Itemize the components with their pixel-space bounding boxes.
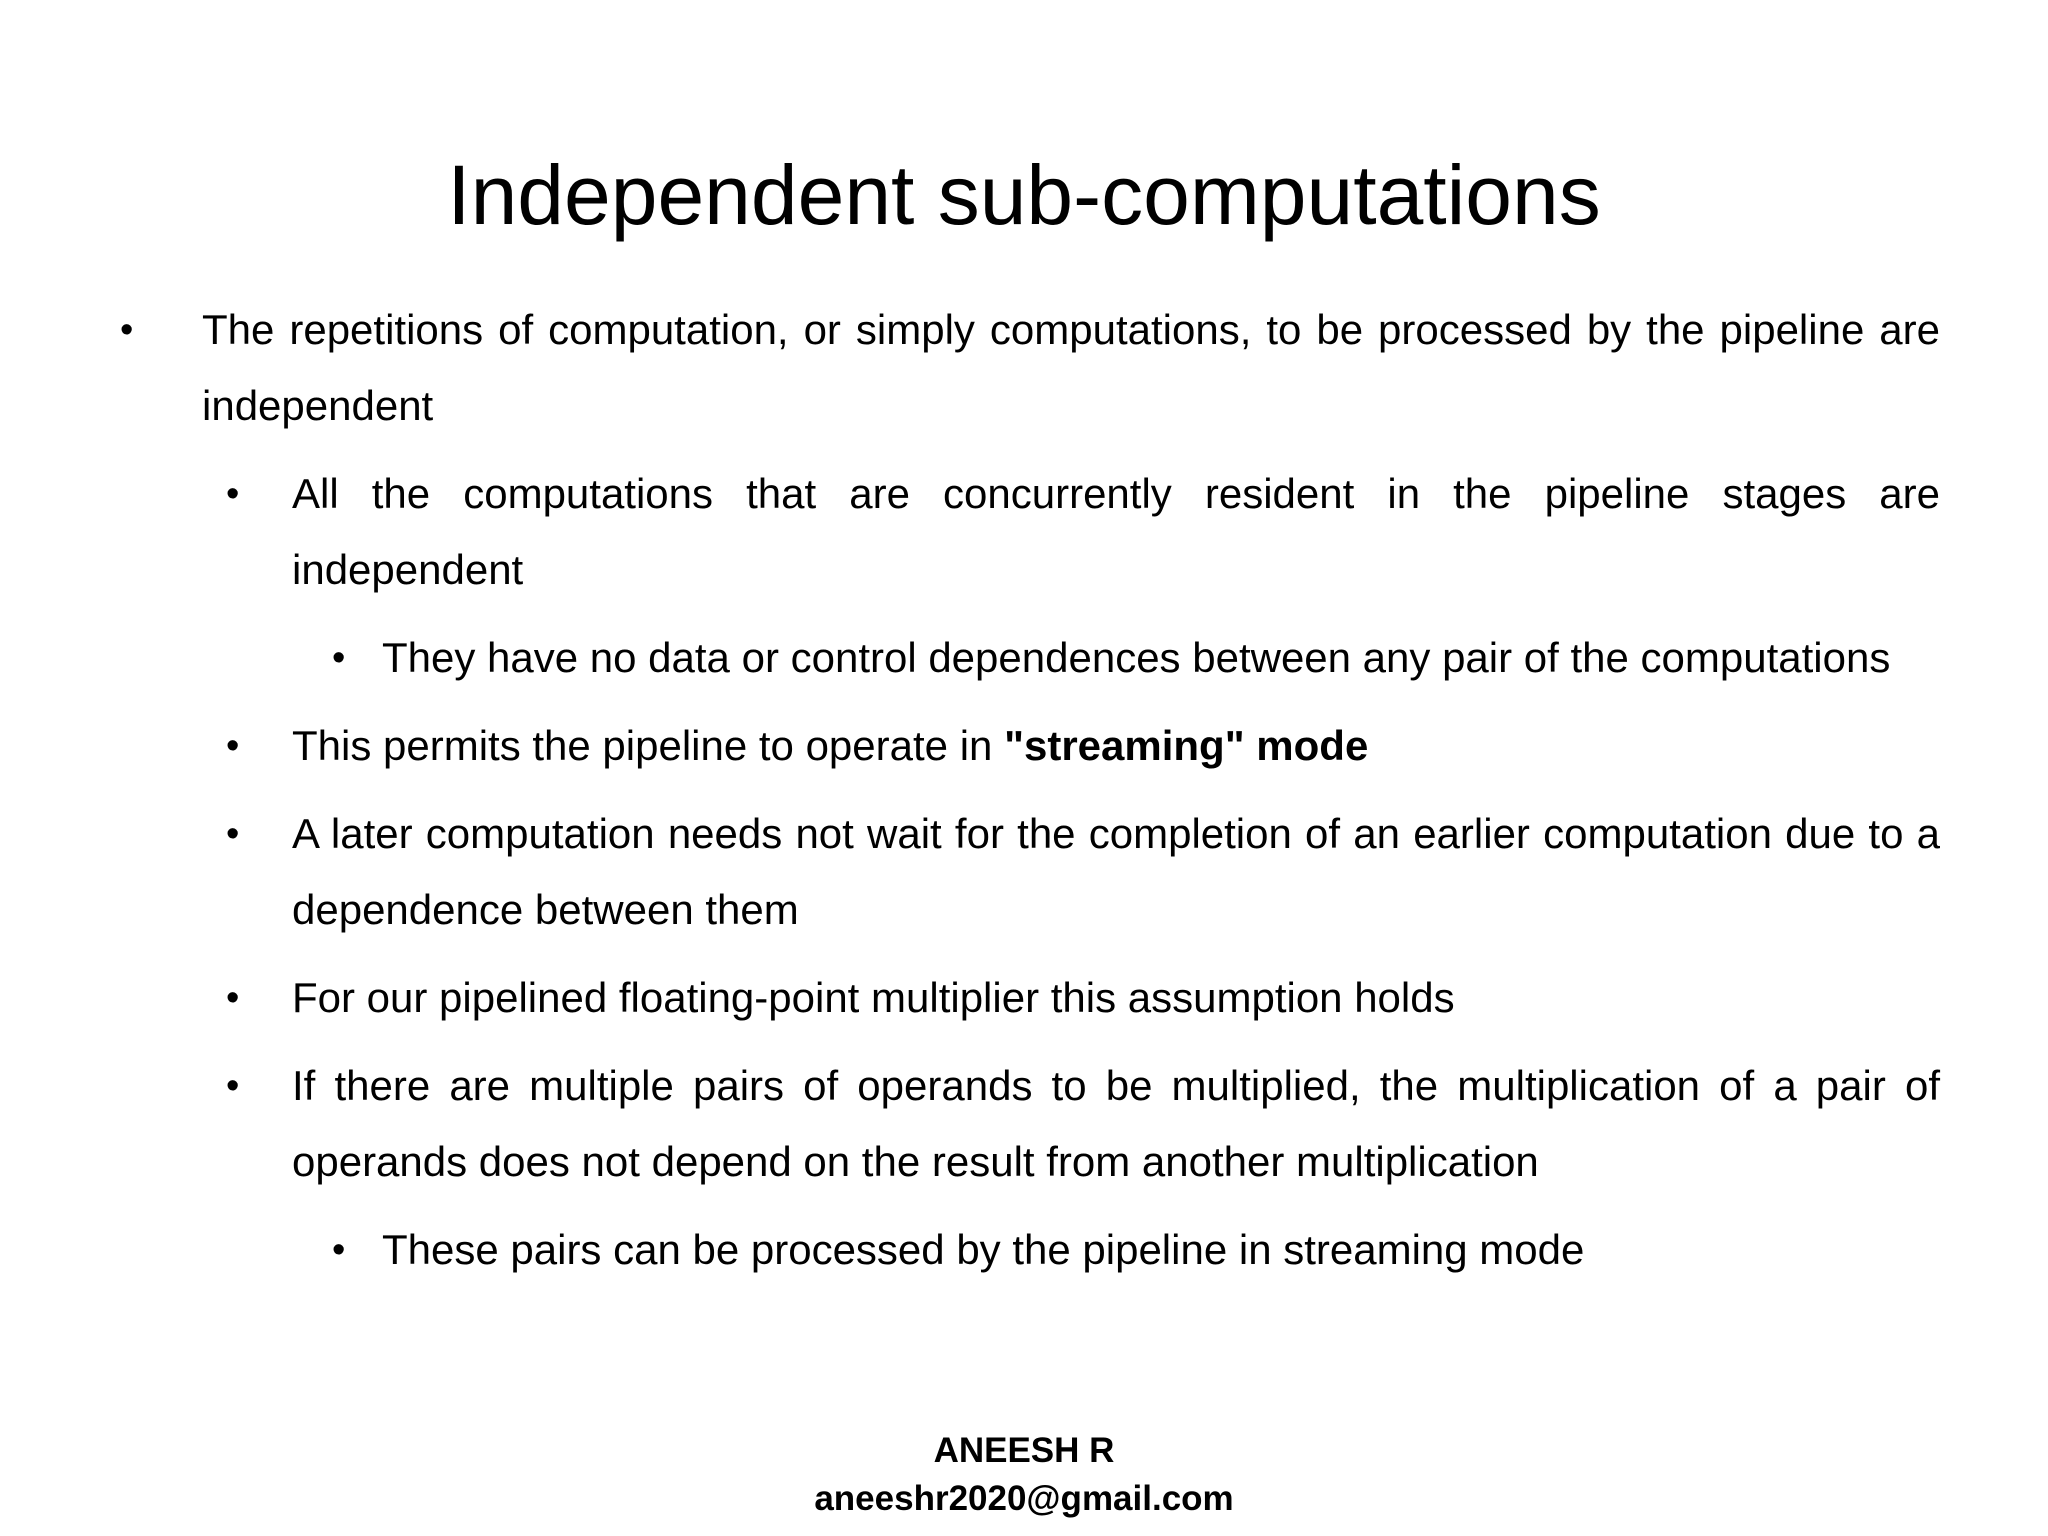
footer-author-name: ANEESH R xyxy=(933,1431,1115,1470)
bullet-item xyxy=(332,1212,1940,1288)
bullet-list xyxy=(0,292,2048,1300)
bullet-text: A later computation needs not wait for the completion of an earlier computation due to a dependence between them xyxy=(292,810,1940,933)
bullet-item xyxy=(226,796,1940,948)
bullet-item xyxy=(120,292,1940,444)
bullet-item xyxy=(226,960,1940,1036)
bullet-text: For our pipelined floating-point multiplier this assumption holds xyxy=(292,974,1455,1021)
bullet-item xyxy=(226,708,1940,784)
bullet-item xyxy=(332,620,1940,696)
bullet-text: This permits the pipeline to operate in xyxy=(292,722,1005,769)
bullet-dot-icon: • xyxy=(226,725,240,767)
bullet-dot-icon: • xyxy=(226,977,240,1019)
bullet-dot-icon: • xyxy=(332,637,346,679)
bullet-dot-icon: • xyxy=(226,1065,240,1107)
bullet-text: They have no data or control dependences between any pair of the computations xyxy=(382,634,1891,681)
bullet-text: These pairs can be processed by the pipeline in streaming mode xyxy=(382,1226,1585,1273)
footer-author-email: aneeshr2020@gmail.com xyxy=(814,1479,1234,1518)
slide-title: Independent sub-computations xyxy=(447,148,1601,242)
bullet-dot-icon: • xyxy=(226,813,240,855)
bullet-item xyxy=(226,1048,1940,1200)
bullet-bold-text: "streaming" mode xyxy=(1004,722,1369,769)
bullet-text: If there are multiple pairs of operands to be multiplied, the multiplication of a pair of operands does not depend on the result from another multiplication xyxy=(292,1062,1940,1185)
bullet-item xyxy=(226,456,1940,608)
bullet-text: The repetitions of computation, or simply computations, to be processed by the pipeline are independent xyxy=(202,306,1940,429)
bullet-dot-icon: • xyxy=(226,473,240,515)
bullet-dot-icon: • xyxy=(120,309,134,351)
bullet-text: All the computations that are concurrently resident in the pipeline stages are independent xyxy=(292,470,1940,593)
bullet-dot-icon: • xyxy=(332,1229,346,1271)
